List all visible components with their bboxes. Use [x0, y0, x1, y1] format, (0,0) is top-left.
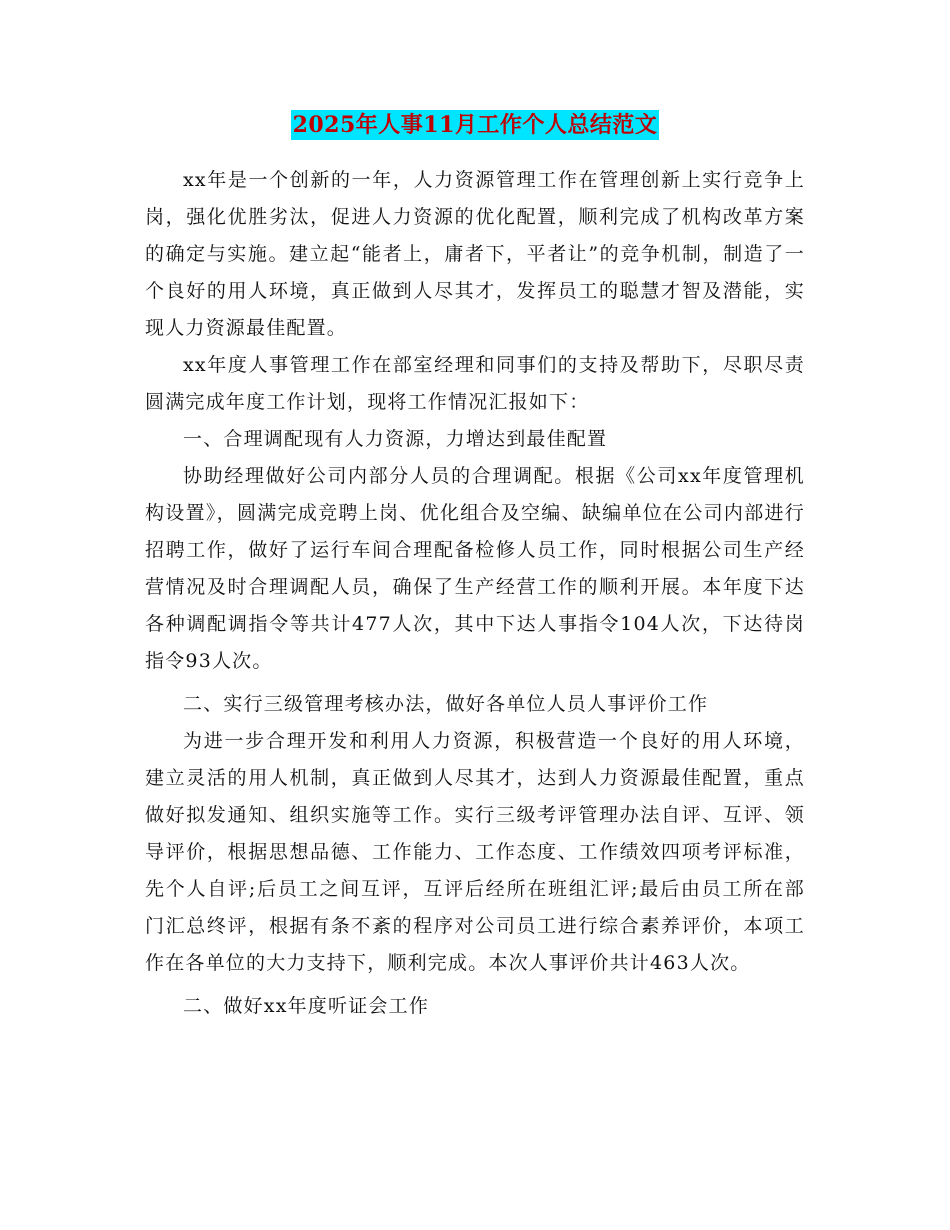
paragraph-summary: xx年度人事管理工作在部室经理和同事们的支持及帮助下，尽职尽责圆满完成年度工作计划，现将工作情况汇报如下： — [145, 354, 805, 413]
heading-section-2: 二、实行三级管理考核办法，做好各单位人员人事评价工作 — [183, 693, 709, 715]
paragraph-section-1: 协助经理做好公司内部分人员的合理调配。根据《公司xx年度管理机构设置》，圆满完成竞聘上岗、优化组合及空编、缺编单位在公司内部进行招聘工作，做好了运行车间合理配备检修人员工作，同时根据公司生产经营情况及时合理调配人员，确保了生产经营工作的顺利开展。本年度下达各种调配调指令等共计477人次，其中下达人事指令104人次，下达待岗指令93人次。 — [145, 465, 805, 672]
heading-section-1: 一、合理调配现有人力资源，力增达到最佳配置 — [183, 428, 608, 450]
document-body — [145, 162, 805, 1025]
paragraph-section-2: 为进一步合理开发和利用人力资源，积极营造一个良好的用人环境，建立灵活的用人机制，真正做到人尽其才，达到人力资源最佳配置，重点做好拟发通知、组织实施等工作。实行三级考评管理办法自评、互评、领导评价，根据思想品德、工作能力、工作态度、工作绩效四项考评标准，先个人自评;后员工之间互评，互评后经所在班组汇评;最后由员工所在部门汇总终评，根据有条不紊的程序对公司员工进行综合素养评价，本项工作在各单位的大力支持下，顺利完成。本次人事评价共计463人次。 — [145, 730, 805, 974]
paragraph-intro: xx年是一个创新的一年，人力资源管理工作在管理创新上实行竞争上岗，强化优胜劣汰，促进人力资源的优化配置，顺利完成了机构改革方案的确定与实施。建立起“能者上，庸者下，平者让”的竞争机制，制造了一个良好的用人环境，真正做到人尽其才，发挥员工的聪慧才智及潜能，实现人力资源最佳配置。 — [145, 169, 805, 339]
title-container — [145, 110, 805, 140]
heading-section-3: 二、做好xx年度听证会工作 — [183, 995, 430, 1017]
document-title: 2025年人事11月工作个人总结范文 — [292, 112, 658, 138]
